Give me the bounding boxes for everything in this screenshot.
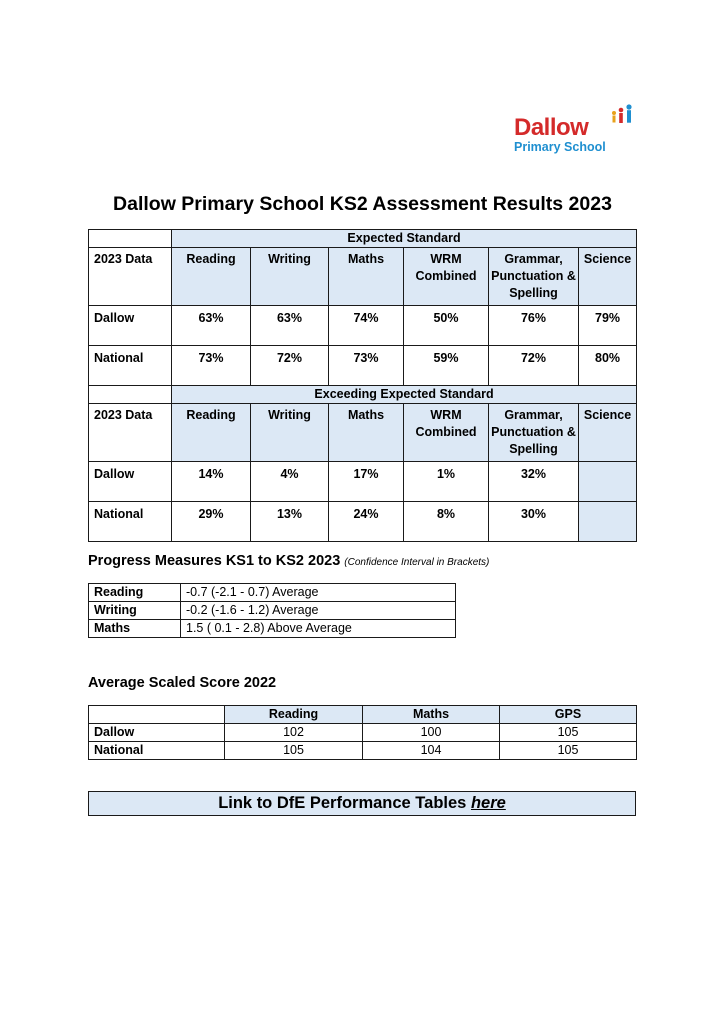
table-cell: -0.2 (-1.6 - 1.2) Average xyxy=(181,602,456,620)
header-row xyxy=(89,706,637,724)
table-cell: 8% xyxy=(404,502,489,542)
page-title: Dallow Primary School KS2 Assessment Results 2023 xyxy=(113,193,612,215)
progress-heading-text: Progress Measures KS1 to KS2 2023 xyxy=(88,553,341,569)
table-row xyxy=(89,306,637,346)
table-cell: 74% xyxy=(329,306,404,346)
expected-band-row xyxy=(89,230,637,248)
table-row xyxy=(89,502,637,542)
dfe-performance-link[interactable]: here xyxy=(470,794,506,812)
row-label: National xyxy=(89,502,172,542)
table-cell: 104 xyxy=(363,742,500,760)
table-cell: 105 xyxy=(225,742,363,760)
row-label: National xyxy=(89,742,225,760)
column-header: Maths xyxy=(329,248,404,306)
column-header: GPS xyxy=(500,706,637,724)
average-heading: Average Scaled Score 2022 xyxy=(88,675,277,691)
row-label: Reading xyxy=(89,584,181,602)
column-header: Writing xyxy=(251,248,329,306)
table-cell xyxy=(579,462,637,502)
children-figures-icon xyxy=(610,104,636,126)
column-header: Writing xyxy=(251,404,329,462)
progress-heading xyxy=(88,553,489,569)
table-row xyxy=(89,620,456,638)
table-cell xyxy=(579,502,637,542)
progress-note: (Confidence Interval in Brackets) xyxy=(344,557,490,568)
table-cell: 72% xyxy=(489,346,579,386)
empty-cell xyxy=(89,230,172,248)
column-header: Reading xyxy=(172,248,251,306)
table-cell: 80% xyxy=(579,346,637,386)
table-row xyxy=(89,462,637,502)
row-label: Dallow xyxy=(89,462,172,502)
table-cell: 29% xyxy=(172,502,251,542)
link-text: Link to DfE Performance Tables xyxy=(218,794,471,812)
table-cell: 79% xyxy=(579,306,637,346)
table-cell: 100 xyxy=(363,724,500,742)
table-cell: 73% xyxy=(172,346,251,386)
table-cell: 1.5 ( 0.1 - 2.8) Above Average xyxy=(181,620,456,638)
results-table xyxy=(88,229,637,542)
column-header: Maths xyxy=(363,706,500,724)
table-cell: 72% xyxy=(251,346,329,386)
table-cell: 32% xyxy=(489,462,579,502)
table-cell: 105 xyxy=(500,724,637,742)
table-cell: 76% xyxy=(489,306,579,346)
table-cell: 17% xyxy=(329,462,404,502)
column-header: 2023 Data xyxy=(89,404,172,462)
expected-header-row xyxy=(89,248,637,306)
exceeding-band: Exceeding Expected Standard xyxy=(172,386,637,404)
table-cell: 59% xyxy=(404,346,489,386)
column-header: WRM Combined xyxy=(404,248,489,306)
column-header: 2023 Data xyxy=(89,248,172,306)
table-cell: 13% xyxy=(251,502,329,542)
table-row xyxy=(89,742,637,760)
column-header: Grammar, Punctuation & Spelling xyxy=(489,404,579,462)
exceeding-header-row xyxy=(89,404,637,462)
column-header: Science xyxy=(579,248,637,306)
table-cell: 73% xyxy=(329,346,404,386)
logo-subtitle: Primary School xyxy=(514,140,606,154)
logo-name: Dallow xyxy=(514,114,589,141)
empty-cell xyxy=(89,386,172,404)
table-cell: 63% xyxy=(251,306,329,346)
table-row xyxy=(89,602,456,620)
column-header: Reading xyxy=(172,404,251,462)
empty-cell xyxy=(89,706,225,724)
row-label: Writing xyxy=(89,602,181,620)
table-cell: 63% xyxy=(172,306,251,346)
table-cell: 24% xyxy=(329,502,404,542)
table-cell: -0.7 (-2.1 - 0.7) Average xyxy=(181,584,456,602)
school-logo xyxy=(512,104,636,156)
table-cell: 30% xyxy=(489,502,579,542)
column-header: Maths xyxy=(329,404,404,462)
exceeding-band-row xyxy=(89,386,637,404)
expected-band: Expected Standard xyxy=(172,230,637,248)
table-cell: 50% xyxy=(404,306,489,346)
average-table xyxy=(88,705,637,760)
table-cell: 105 xyxy=(500,742,637,760)
row-label: Maths xyxy=(89,620,181,638)
table-row xyxy=(89,346,637,386)
row-label: Dallow xyxy=(89,306,172,346)
progress-table xyxy=(88,583,456,638)
column-header: WRM Combined xyxy=(404,404,489,462)
table-row xyxy=(89,584,456,602)
column-header: Grammar, Punctuation & Spelling xyxy=(489,248,579,306)
column-header: Reading xyxy=(225,706,363,724)
row-label: National xyxy=(89,346,172,386)
column-header: Science xyxy=(579,404,637,462)
table-cell: 4% xyxy=(251,462,329,502)
dfe-link-box xyxy=(88,791,636,816)
table-cell: 14% xyxy=(172,462,251,502)
table-cell: 102 xyxy=(225,724,363,742)
table-cell: 1% xyxy=(404,462,489,502)
row-label: Dallow xyxy=(89,724,225,742)
table-row xyxy=(89,724,637,742)
